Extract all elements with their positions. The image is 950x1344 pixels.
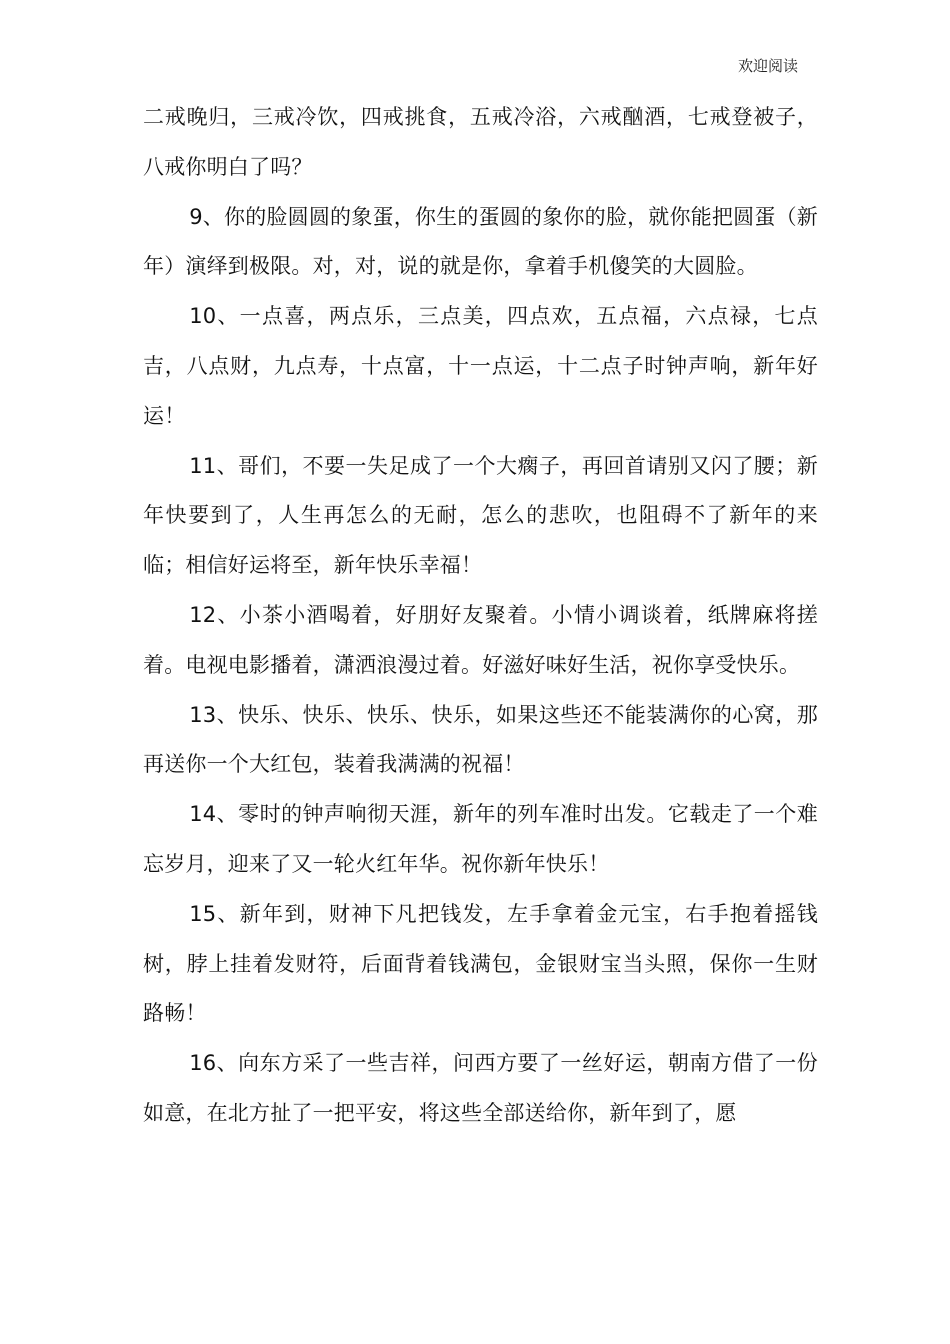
document-body [143,93,818,1139]
paragraph-15: 15、新年到，财神下凡把钱发，左手拿着金元宝，右手抱着摇钱树，脖上挂着发财符，后面背着钱满包，金银财宝当头照，保你一生财路畅！ [143,901,818,1026]
paragraph-13: 13、快乐、快乐、快乐、快乐，如果这些还不能装满你的心窝，那再送你一个大红包，装着我满满的祝福！ [143,702,818,777]
paragraph-14: 14、零时的钟声响彻天涯，新年的列车准时出发。它载走了一个难忘岁月，迎来了又一轮火红年华。祝你新年快乐！ [143,802,818,876]
paragraph-10: 10、一点喜，两点乐，三点美，四点欢，五点福，六点禄，七点吉，八点财，九点寿，十点富，十一点运，十二点子时钟声响，新年好运！ [143,304,818,428]
paragraph-continuation: 二戒晚归，三戒冷饮，四戒挑食，五戒冷浴，六戒酗酒，七戒登被子，八戒你明白了吗？ [143,105,818,179]
header-note: 欢迎阅读 [737,57,798,75]
paragraph-16: 16、向东方采了一些吉祥，问西方要了一丝好运，朝南方借了一份如意，在北方扯了一把平安，将这些全部送给你，新年到了，愿 [143,1051,818,1125]
paragraph-11: 11、哥们，不要一失足成了一个大瘸子，再回首请别又闪了腰；新年快要到了，人生再怎么的无耐，怎么的悲吹，也阻碍不了新年的来临；相信好运将至，新年快乐幸福！ [143,453,818,578]
paragraph-12: 12、小茶小酒喝着，好朋好友聚着。小情小调谈着，纸牌麻将搓着。电视电影播着，潇洒浪漫过着。好滋好味好生活，祝你享受快乐。 [143,602,818,677]
paragraph-9: 9、你的脸圆圆的象蛋，你生的蛋圆的象你的脸，就你能把圆蛋（新年）演绎到极限。对，对，说的就是你，拿着手机傻笑的大圆脸。 [143,204,818,279]
